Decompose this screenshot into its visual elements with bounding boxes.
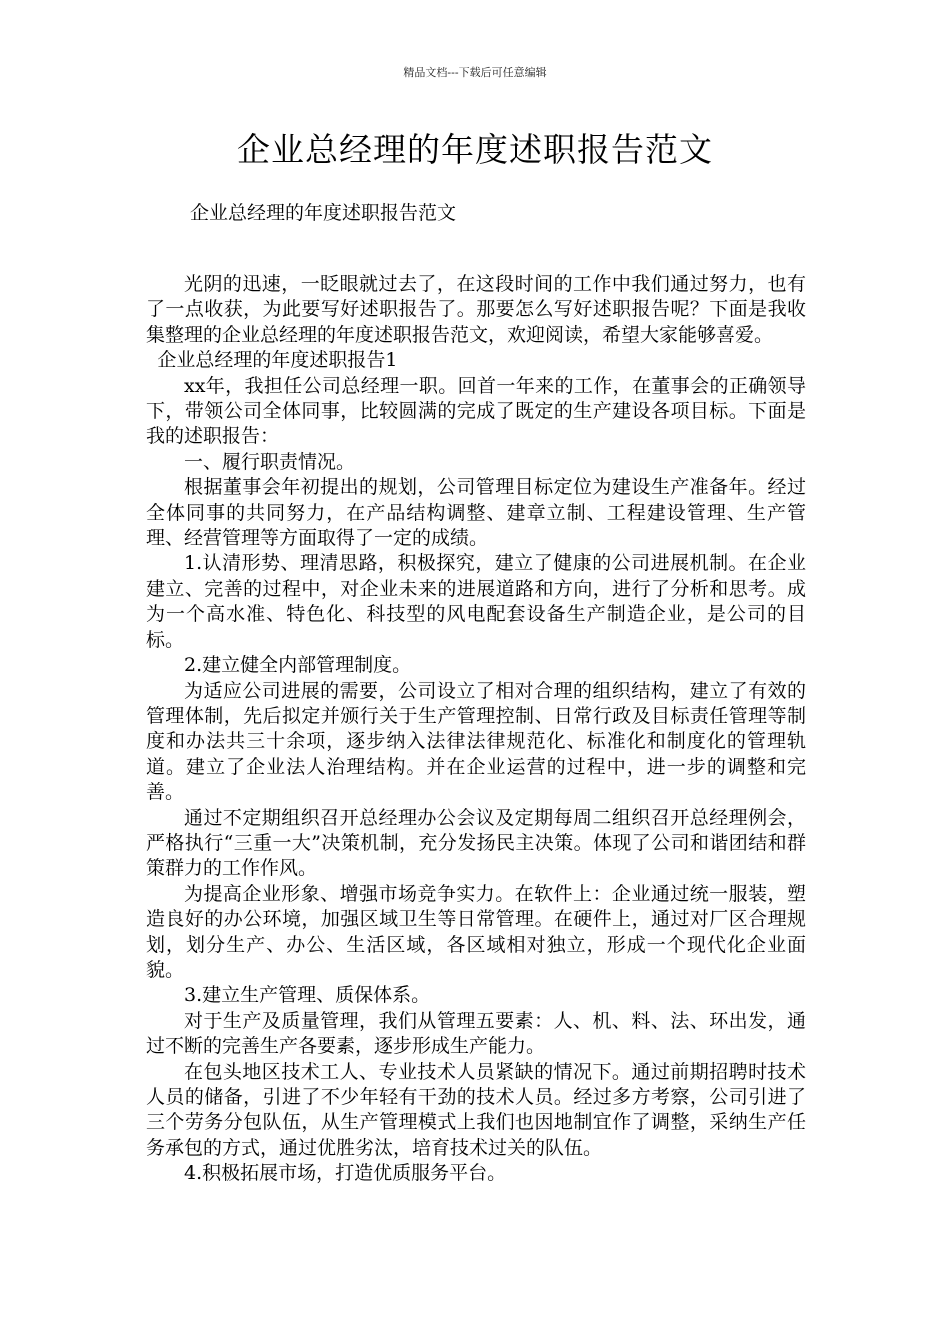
body-paragraph: 为提高企业形象、增强市场竞争实力。在软件上：企业通过统一服装，塑造良好的办公环境，加强区域卫生等日常管理。在硬件上，通过对厂区合理规划，划分生产、办公、生活区域，各区域相对独立，形成一个现代化企业面貌。 bbox=[146, 882, 806, 981]
body-paragraph: 2.建立健全内部管理制度。 bbox=[184, 654, 412, 677]
body-paragraph: xx年，我担任公司总经理一职。回首一年来的工作，在董事会的正确领导下，带领公司全体同事，比较圆满的完成了既定的生产建设各项目标。下面是我的述职报告： bbox=[146, 374, 806, 448]
document-body bbox=[146, 272, 806, 1187]
body-paragraph: 光阴的迅速，一眨眼就过去了，在这段时间的工作中我们通过努力，也有了一点收获，为此要写好述职报告了。那要怎么写好述职报告呢？下面是我收集整理的企业总经理的年度述职报告范文，欢迎阅读，希望大家能够喜爱。 bbox=[146, 273, 806, 346]
body-paragraph: 为适应公司进展的需要，公司设立了相对合理的组织结构，建立了有效的管理体制，先后拟定并颁行关于生产管理控制、日常行政及目标责任管理等制度和办法共三十余项，逐步纳入法律法律规范化、标准化和制度化的管理轨道。建立了企业法人治理结构。并在企业运营的过程中，进一步的调整和完善。 bbox=[146, 679, 806, 804]
body-paragraph: 通过不定期组织召开总经理办公会议及定期每周二组织召开总经理例会，严格执行“三重一大”决策机制，充分发扬民主决策。体现了公司和谐团结和群策群力的工作作风。 bbox=[146, 806, 806, 880]
body-paragraph: 在包头地区技术工人、专业技术人员紧缺的情况下。通过前期招聘时技术人员的储备，引进了不少年轻有干劲的技术人员。经过多方考察，公司引进了三个劳务分包队伍，从生产管理模式上我们也因地制宜作了调整，采纳生产任务承包的方式，通过优胜劣汰，培育技术过关的队伍。 bbox=[146, 1060, 806, 1159]
body-paragraph: 1.认清形势、理清思路，积极探究，建立了健康的公司进展机制。在企业建立、完善的过程中，对企业未来的进展道路和方向，进行了分析和思考。成为一个高水准、特色化、科技型的风电配套设备生产制造企业，是公司的目标。 bbox=[146, 552, 806, 651]
body-paragraph: 根据董事会年初提出的规划，公司管理目标定位为建设生产准备年。经过全体同事的共同努力，在产品结构调整、建章立制、工程建设管理、生产管理、经营管理等方面取得了一定的成绩。 bbox=[146, 476, 806, 550]
body-paragraph: 对于生产及质量管理，我们从管理五要素：人、机、料、法、环出发，通过不断的完善生产各要素，逐步形成生产能力。 bbox=[146, 1009, 806, 1058]
document-title: 企业总经理的年度述职报告范文 bbox=[237, 130, 713, 169]
body-paragraph: 4.积极拓展市场，打造优质服务平台。 bbox=[184, 1162, 507, 1185]
header-note: 精品文档---下载后可任意编辑 bbox=[403, 66, 547, 79]
body-paragraph: 3.建立生产管理、质保体系。 bbox=[184, 984, 431, 1007]
document-subtitle: 企业总经理的年度述职报告范文 bbox=[190, 202, 457, 224]
body-paragraph: 一、履行职责情况。 bbox=[184, 450, 356, 473]
section-heading: 企业总经理的年度述职报告1 bbox=[157, 349, 398, 372]
